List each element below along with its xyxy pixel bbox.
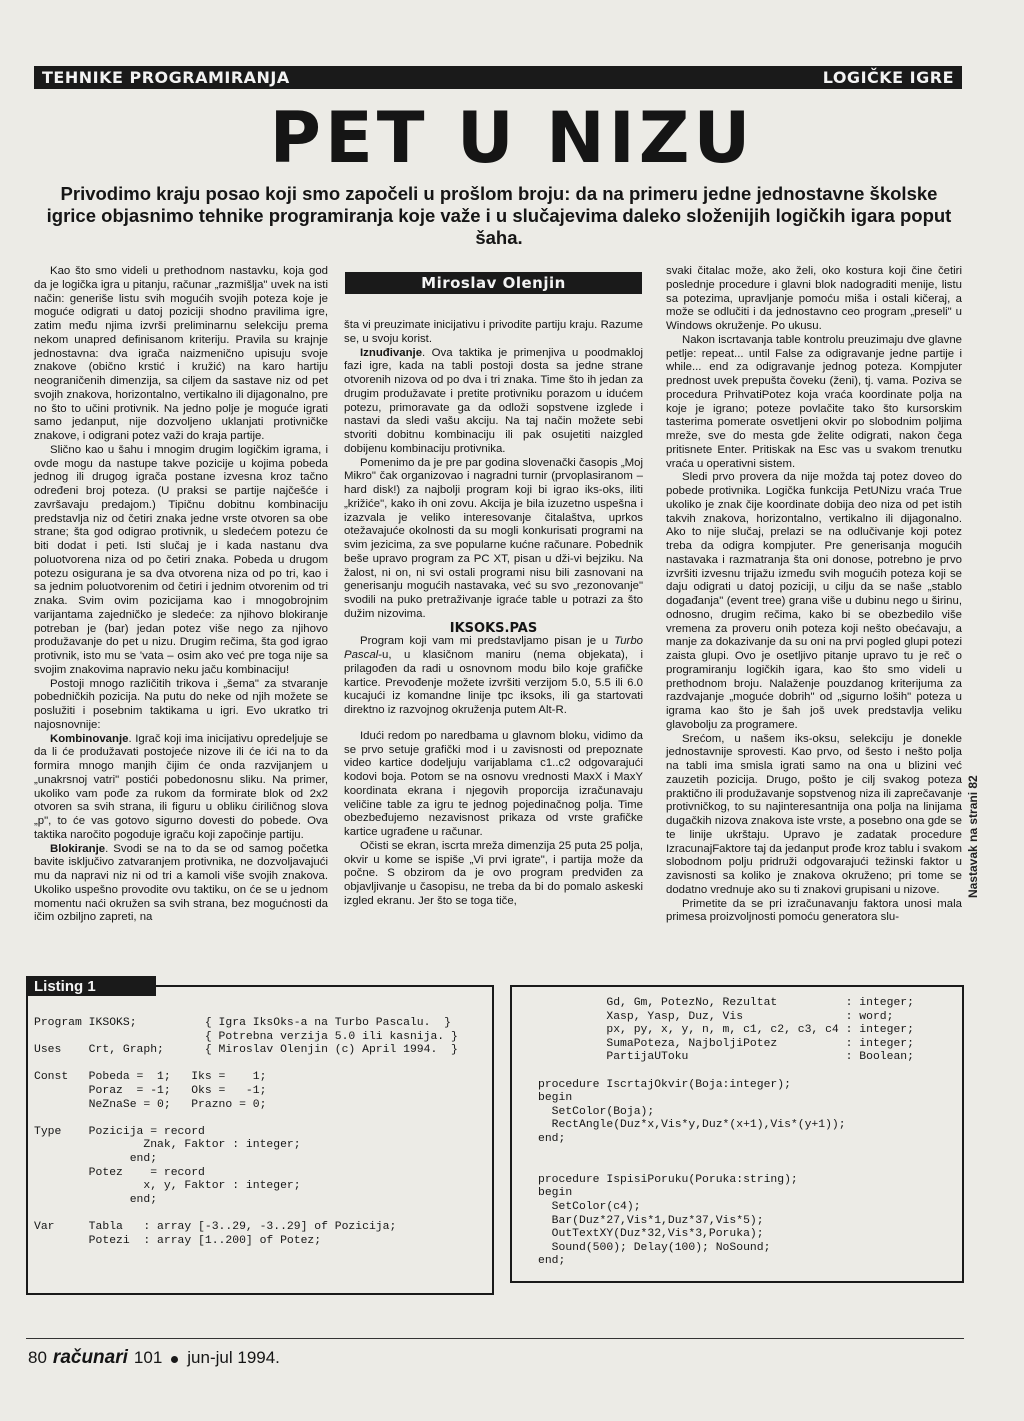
author-byline: Miroslav Olenjin xyxy=(345,272,642,294)
paragraph xyxy=(34,733,328,843)
paragraph: Sledi prvo provera da nije možda taj potez doveo do pobede protivnika. Logička funkcija PetUNizu vraća True ukoliko je znak čije koordinate dobija deo niza od pet istih takvih znakova, horizontalno, vertikalno ili dijagonalno. Ako to nije slučaj, prelazi se na odlučivanje koji potez treba da odigra kompjuter. Pre generisanja mogućih nastavaka i razmatranja šta oni donose, potrebno je prvo izvršiti izvesnu trijažu između svih mogućih poteza koji se daju odigrati u datoj poziciji, u cilju da se naše „stablo događanja" (event tree) grana više u dubinu nego u širinu, odnosno, drugim rečima, kako bi se obezbedilo više vremena za proveru onih poteza koji nešto obećavaju, a manje za dokazivanje da su oni na prvi pogled glupi potezi zaista glupi. Ovo je osetljivo pitanje upravo tu je reč o programiranju logičkih igara, kao što smo videli u prethodnom broju. Nalaženje pouzdanog kriterijuma za razdvajanje „moguće dobrih" od „sigurno loših" poteza u igrama kao što je šah još uvek predstavlja veliku glavobolju za programere. xyxy=(666,471,962,731)
magazine-name: računari xyxy=(52,1347,128,1368)
column-1 xyxy=(34,265,328,925)
continued-note: Nastavak na strani 82 xyxy=(966,775,980,899)
paragraph-text: . Ova taktika je primenjiva u poodmaklој fazi igre, kada na tabli postoji dosta sa jedne strane otvorenih nizova od po dva i tri znaka. Time što ih jedan za drugim produžavate i pretite protivniku porazom u idućem potezu, primoravate ga da odloži sopstvene izglede i nastavi da sledi vašu akciju. Na taj način možete sebi stvoriti dobitnu kombinaciju ili pak osujetiti naizgled dobijenu kombinaciju protivnika. xyxy=(344,346,643,455)
paragraph: Idući redom po naredbama u glavnom bloku, vidimo da se prvo setuje grafički mod i u zavisnosti od prepoznate video kartice dodeljuju varijablama c1..c2 odgovarajući kodovi boja. Potom se na osnovu vrednosti MaxX i MaxY koordinata ekrana i njegovih proporcija izračunavaju veličine table za igru te jednog pojedinačnog polja. Time obezbeđujemo nezavisnost prikaza od vrste grafičke kartice ugrađene u računar. xyxy=(344,729,643,838)
bullet-dot xyxy=(171,1356,178,1363)
section-subhead: IKSOKS.PAS xyxy=(449,620,538,636)
paragraph-text: Program koji vam mi predstavljamo pisan je u xyxy=(360,635,615,648)
paragraph: šta vi preuzimate inicijativu i privodite partiju kraju. Razume se, u svoju korist. xyxy=(344,319,643,345)
column-3 xyxy=(666,265,962,925)
footer-rule xyxy=(26,1338,964,1339)
page-number: 80 xyxy=(28,1348,47,1367)
paragraph: Postoji mnogo različitih trikova i „šema" za stvaranje pobedničkih pozicija. Na putu do neke od njih možete se poslužiti i posebnim taktikama u igri. Evo ukratko tri najosnovnije: xyxy=(34,677,328,731)
issue-date: jun-jul 1994. xyxy=(187,1348,280,1367)
paragraph: svaki čitalac može, ako želi, oko kostura koji čine četiri poslednje procedure i glavni blok nadograditi menije, listu sa potezima, upravljanje pomoću miša i ostali kičeraj, a može se odlučiti i da jednostavno ceo program „preseli" u Windows okruženje. Po ukusu. xyxy=(666,265,962,332)
term-kombinovanje: Kombinovanje xyxy=(50,732,129,745)
paragraph xyxy=(34,843,328,926)
paragraph: Kao što smo videli u prethodnom nastavku, koja god da je logička igra u pitanju, računar „razmišlja" uvek na isti način: generiše listu svih mogućih svojih poteza koje je moguće odigrati u datoj poziciji shodno pravilima igre, zatim među njima izvrši preliminarnu selekciju prema nekom unapred definisanom kriteriju. Pravila su krajnje jednostavna: dva igrača naizmenično upisuju svoje znakove (obično krstić i kružić) na karo hartiju neograničenih dimenzija, sa ciljem da sastave niz od pet svojih znakova, horizontalno, vertikalno ili dijagonalno, pre no što to učini protivnik. Na jedno polje je moguće igrati samo jedanput, nije dozvoljeno uklanjati protivničke znakove, i odigrani potez važi do kraja partije. xyxy=(34,265,328,442)
language-name: Turbo Pascal xyxy=(344,635,643,661)
paragraph: Očisti se ekran, iscrta mreža dimenzija 25 puta 25 polja, okvir u kome se ispiše „Vi prvi igrate", i partija može da počne. S obzirom da je ovo program predviđen za objavljivanje u časopisu, ne treba da bi do pomalo askeski izgled ekranu. Jer što se toga tiče, xyxy=(344,839,643,907)
section-left-label: TEHNIKE PROGRAMIRANJA xyxy=(42,68,290,87)
paragraph-text: . Svodi se na to da se od samog početka bavite isključivo zatvaranjem protivnika, ne dozvoljavajući mu da napravi niz ni od tri a kamoli više svojih znakova. Ukoliko uspešno provodite ovu taktiku, on će se u jednom momentu naći okružen sa svih strana, bez mogućnosti da ičim ozbiljno zapreti, na xyxy=(34,842,328,924)
paragraph: Srećom, u našem iks-oksu, selekciju je donekle jednostavnije sprovesti. Kao prvo, od šesto i nešto polja na tabli ima smisla igrati samo na ona u blizini već zauzetih pozicija. Drugo, pošto je cilj svakog poteza praktično ili produžavanje sopstvenog niza ili zaprečavanje protivničkog, to su najinteresantnija ona polja na linijama dugačkih nizova znakova iste vrste, a posebno ona gde se te linije ukrštaju. Upravo je zadatak procedure IzracunajFaktore taj da jedanput prođe kroz tablu i svakom slobodnom polju pridruži odgovarajući težinski faktor u zavisnosti sa koliko je znakova okruženo; pri tome se dodatno vrednuje ako su ti znakovi grupisani u nizove. xyxy=(666,732,962,896)
listing-label: Listing 1 xyxy=(26,976,156,996)
code-listing-left: Program IKSOKS; { Igra IksOks-a na Turbo Pascalu. } { Potrebna verzija 5.0 ili kasnija. } Uses Crt, Graph; { Miroslav Olenjin (c) April 1994. } Const Pobeda = 1; Iks = 1; Poraz = -1; Oks = -1; NeZnaSe = 0; Prazno = 0; Type Pozicija = record Znak, Faktor : integer; end; Potez = record x, y, Faktor : integer; end; Var Tabla : array [-3..29, -3..29] of Pozicija; Potezi : array [1..200] of Potez; xyxy=(26,985,494,1295)
spacer xyxy=(344,718,643,730)
article-title: PET U NIZU xyxy=(269,97,755,179)
section-right-label: LOGIČKE IGRE xyxy=(822,68,954,87)
article-lead: Privodimo kraju posao koji smo započeli u prošlom broju: da na primeru jedne jednostavne školske igrice objasnimo tehnike programiranja koje važe i u slučajevima daleko složenijih logičkih igara poput šaha. xyxy=(46,183,952,248)
paragraph xyxy=(344,635,643,718)
term-iznudjivanje: Iznuđivanje xyxy=(360,346,423,359)
paragraph xyxy=(344,347,643,457)
paragraph: Nakon iscrtavanja table kontrolu preuzimaju dve glavne petlje: repeat... until False za odigravanje jedne partije i while... end za odigravanje jednog poteza. Kompjuter prednost uvek prepušta čoveku (ženi), tj. vama. Poziva se procedura PrihvatiPotez koja vraća koordinate polja na koje je igrano; poteze povlačite tako što kursorskim tasterima pomerate osvetljeni okvir po slobodnim poljima mreže, sve do mesta gde želite odigrati, nakon čega pritisnete Enter. Pritiskak na Esc vas u svakom trenutku vraća u operativni sistem. xyxy=(666,333,962,470)
issue-number: 101 xyxy=(133,1348,163,1367)
code-listing-right: Gd, Gm, PotezNo, Rezultat : integer; Xasp, Yasp, Duz, Vis : word; px, py, x, y, n, m, c1, c2, c3, c4 : integer; SumaPoteza, NajboljiPotez : integer; PartijaUToku : Boolean; procedure IscrtajOkvir(Boja:integer); begin SetColor(Boja); RectAngle(Duz*x,Vis*y,Duz*(x+1),Vis*(y+1)); end; procedure IspisiPoruku(Poruka:string); begin SetColor(c4); Bar(Duz*27,Vis*1,Duz*37,Vis*5); OutTextXY(Duz*32,Vis*3,Poruka); Sound(500); Delay(100); NoSound; end; xyxy=(510,985,964,1283)
term-blokiranje: Blokiranje xyxy=(50,842,106,855)
section-banner xyxy=(34,66,962,89)
paragraph-text: . Igrač koji ima inicijativu opredeljuje se da li će produžavati postojeće nizove ili će ići na to da formira mnogo manjih čijim će onda razvijanjem u „unakrsnoj vatri" postići pobedonosnu sliku. Na primer, ukoliko vam pođe za rukom da formirate blok od 2x2 otvoren sa svih strana, ili figuru u obliku ćiriličnog slova „p", to će vas gotovo sigurno dovesti do pobede. Ova taktika naročito pogoduje igraču koji započinje partiju. xyxy=(34,732,328,841)
column-2 xyxy=(344,319,643,909)
paragraph-text: -u, u klasičnom maniru (nema objekata), i prilagođen da radi u osnovnom modu bilo koje grafičke kartice. Prevođenje možete izvršiti verzijom 5.0, 5.5 ili 6.0 kucajući iz komandne linije tpc iksoks, ili ga startovati direktno iz razvojnog okruženja putem Alt-R. xyxy=(344,649,643,716)
paragraph: Slično kao u šahu i mnogim drugim logičkim igrama, i ovde mogu da nastupe takve pozicije u kojima pobeda jednog ili drugog igrača postane izvesna kroz tačno određeni broj poteza. (U praksi se partije najčešće i završavaju predajom.) Tipičnu dobitnu kombinaciju predstavlja niz od četiri znaka jedne vrste otvoren sa obe strane; šta god odigrao protivnik, u sledećem potezu će biti dodat i peti. Isti slučaj je i kada nastanu dva poluotvorena niza od po četiri znaka. Pobeda u drugom potezu osigurana je sa dva otvorena niza od po tri, kao i sa jednim poluotvorenim od četiri i jednim otvorenim od tri znaka. Svim ovim pozicijama kao i mnogobrojnim varijantama zajedničko je sledeće: za njihovo blokiranje potreban je (bar) jedan potez više nego za njihovo produžavanje do pet u nizu. Drugim rečima, šta god igrao protivnik, isto mu se 'vata – osim ako već pre toga nije sa svojim znakovima napravio neku jaču kombinaciju! xyxy=(34,443,328,676)
paragraph: Primetite da se pri izračunavanju faktora unosi mala primesa proizvoljnosti pomoću generatora slu- xyxy=(666,897,962,924)
page-footer xyxy=(28,1347,280,1369)
paragraph: Pomenimo da je pre par godina slovenački časopis „Moj Mikro" čak organizovao i nagradni turnir (prvoplasiranom – hard disk!) za najbolji program koji bi igrao iks-oks, iliti „križiće", kako ih oni zovu. Akcija je bila izuzetno uspešna i izazvala je veliko interesovanje čitalaštva, uprkos otežavajuće okolnosti da su mogli konkurisati programi na svim jezicima, za sve popularne kućne računare. Pobednik beše upravo program za PC XT, pisan u dži-vi bejziku. Na žalost, ni on, ni svi ostali programi nisu bili zasnovani na generisanju mogućih nastavaka, već su svo „rezonovanje" svodili na puko pretraživanje igraće table u potrazi za što dužim nizovima. xyxy=(344,456,643,620)
